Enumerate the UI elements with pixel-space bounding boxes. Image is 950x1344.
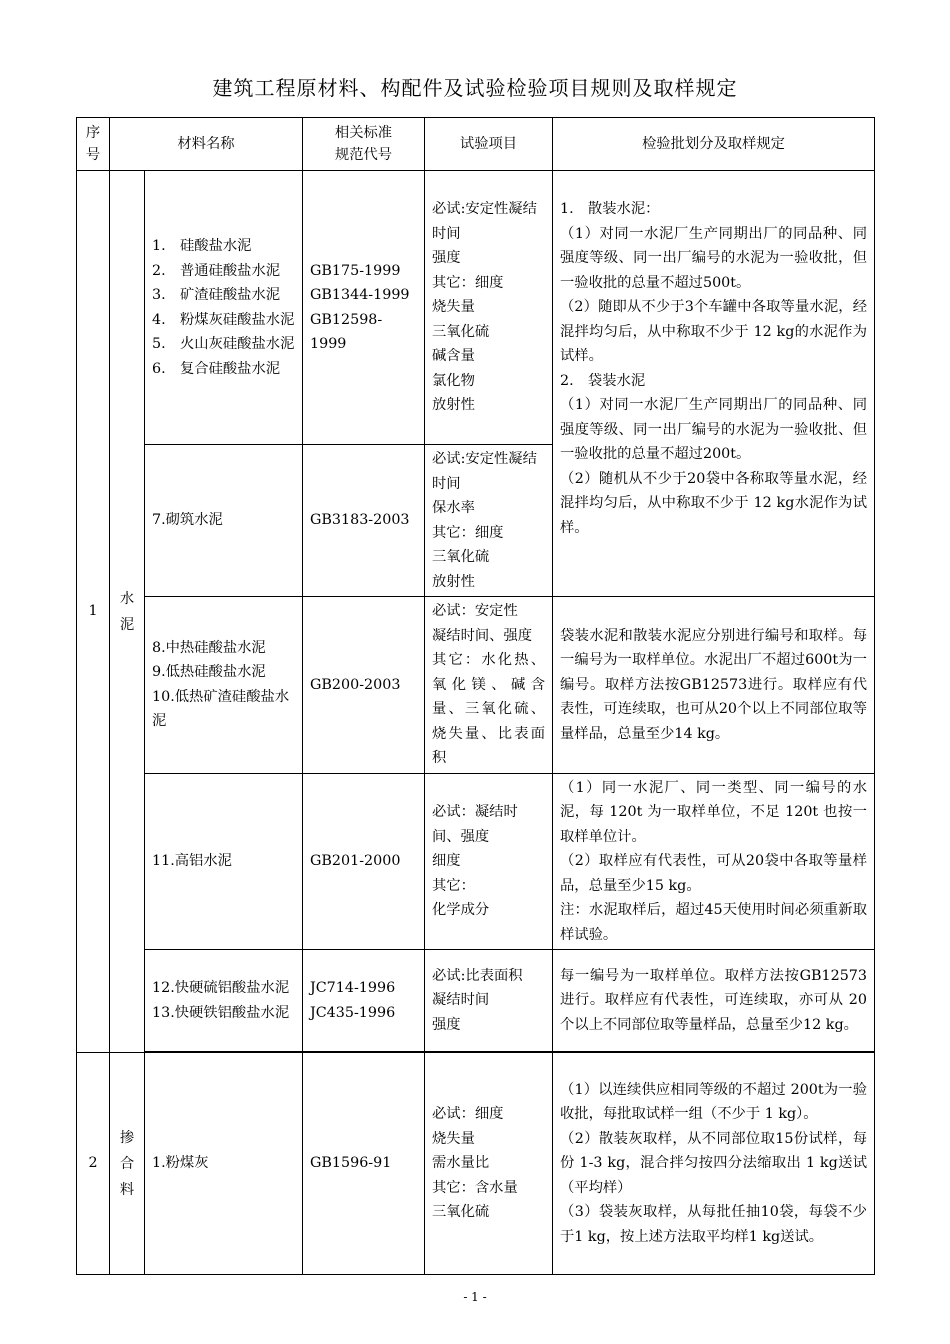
list-item: 1. 硅酸盐水泥 [152, 238, 252, 254]
sampling-rule: 袋装水泥和散装水泥应分别进行编号和取样。每一编号为一取样单位。水泥出厂不超过600t为一编号。取样方法按GB12573进行。取样应有代表性，可连续取，也可从20个以上不同部位取等量样品，总量至少14 kg。 [553, 597, 875, 774]
sampling-rule: （1）同一水泥厂、同一类型、同一编号的水泥，每 120t 为一取样单位，不足 120t 也按一取样单位计。 （2）取样应有代表性，可从20袋中各取等量样品，总量至少15 kg。 注：水泥取样后，超过45天使用时间必须重新取样试验。 [553, 773, 875, 950]
test-items: 必试：安定性 凝结时间、强度 其它：水化热、氧化镁、碱含量、三氧化硫、烧失量、比表面积 [425, 597, 553, 774]
test-items: 必试:安定性凝结时间 保水率 其它：细度 三氧化硫 放射性 [425, 445, 553, 597]
header-seq: 序 号 [77, 118, 110, 171]
header-material: 材料名称 [110, 118, 303, 171]
header-test: 试验项目 [425, 118, 553, 171]
table-row [77, 773, 875, 950]
test-items: 必试:安定性凝结时间 强度 其它：细度 烧失量 三氧化硫 碱含量 氯化物 放射性 [425, 171, 553, 445]
standard-code: JC714-1996 JC435-1996 [303, 950, 425, 1052]
list-item: 6. 复合硅酸盐水泥 [152, 360, 281, 377]
header-rule: 检验批划分及取样规定 [553, 118, 875, 171]
test-items: 必试：细度 烧失量 需水量比 其它：含水量 三氧化硫 [425, 1053, 553, 1275]
header-standard: 相关标准 规范代号 [303, 118, 425, 171]
sampling-rule: 1. 散装水泥： （1）对同一水泥厂生产同期出厂的同品种、同强度等级、同一出厂编号的水泥为一验收批，但一验收批的总量不超过500t。 （2）随即从不少于3个车罐中各取等量水泥，经混拌均匀后，从中称取不少于 12 kg的水泥作为试样。 2. 袋装水泥 （1）对同一水泥厂生产同期出厂的同品种、同强度等级、同一出厂编号的水泥为一验收批、但一验收批的总量不超过200t。 （2）随机从不少于20袋中各称取等量水泥，经混拌均匀后，从中称取不少于 12 kg水泥作为试样。 [553, 171, 875, 597]
material-name: 7.砌筑水泥 [145, 445, 303, 597]
section-number: 2 [77, 1053, 110, 1275]
standard-code: GB1596-91 [303, 1053, 425, 1275]
list-item: 4. 粉煤灰硅酸盐水泥 [152, 311, 295, 328]
material-name: 12.快硬硫铝酸盐水泥 13.快硬铁铝酸盐水泥 [145, 950, 303, 1052]
table-row [77, 950, 875, 1052]
material-name: 1.粉煤灰 [145, 1053, 303, 1275]
material-name: 11.高铝水泥 [145, 773, 303, 950]
standard-code: GB201-2000 [303, 773, 425, 950]
section-number: 1 [77, 171, 110, 1053]
section-category: 水 泥 [110, 171, 145, 1053]
test-items: 必试:比表面积 凝结时间 强度 [425, 950, 553, 1052]
list-item: 2. 普通硅酸盐水泥 [152, 262, 281, 279]
standard-code: GB3183-2003 [303, 445, 425, 597]
sampling-rule: （1）以连续供应相同等级的不超过 200t为一验收批，每批取试样一组（不少于 1 kg）。 （2）散装灰取样，从不同部位取15份试样，每份 1-3 kg，混合拌匀按四分法缩取出 1 kg送试（平均样） （3）袋装灰取样，从每批任抽10袋，每袋不少于1 kg，按上述方法取平均样1 kg送试。 [553, 1053, 875, 1275]
test-items: 必试：凝结时间、强度 细度 其它： 化学成分 [425, 773, 553, 950]
table-row [77, 1053, 875, 1275]
material-name [145, 171, 303, 445]
list-item: 3. 矿渣硅酸盐水泥 [152, 287, 281, 303]
section-category: 掺 合 料 [110, 1053, 145, 1275]
standard-code: GB200-2003 [303, 597, 425, 774]
page-title: 建筑工程原材料、构配件及试验检验项目规则及取样规定 [212, 76, 738, 100]
materials-table [76, 117, 875, 1275]
standard-code: GB175-1999 GB1344-1999 GB12598-1999 [303, 171, 425, 445]
table-row [77, 597, 875, 774]
list-item: 5. 火山灰硅酸盐水泥 [152, 336, 295, 352]
header-row [77, 118, 875, 171]
page-number: - 1 - [463, 1290, 487, 1304]
table-row [77, 171, 875, 445]
material-name: 8.中热硅酸盐水泥 9.低热硅酸盐水泥 10.低热矿渣硅酸盐水泥 [145, 597, 303, 774]
sampling-rule: 每一编号为一取样单位。取样方法按GB12573进行。取样应有代表性，可连续取，亦可从 20 个以上不同部位取等量样品，总量至少12 kg。 [553, 950, 875, 1052]
